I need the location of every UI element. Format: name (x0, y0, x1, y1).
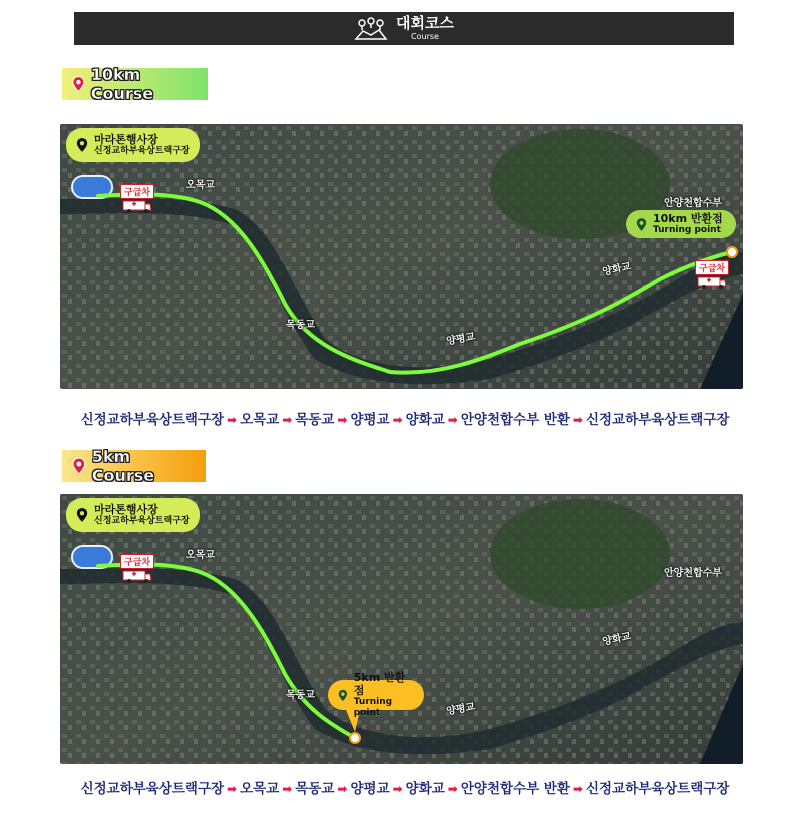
place-mokdong: 목동교 (286, 320, 315, 331)
start-title: 마라톤행사장 (94, 503, 158, 516)
turn-title: 10km 반환점 (653, 212, 723, 225)
ambulance-start (120, 554, 154, 583)
ambulance-turn (695, 260, 729, 289)
location-pin-icon (72, 75, 85, 93)
arrow-right-icon: ➡ (337, 782, 348, 796)
route-stop: 양평교 (350, 781, 390, 797)
location-pin-icon (338, 688, 348, 703)
ambulance-icon (697, 275, 727, 289)
route-text-5km (60, 777, 750, 797)
place-yangpyeong: 양평교 (445, 701, 477, 718)
start-callout-10km (66, 128, 200, 162)
place-yangpyeong: 양평교 (445, 331, 477, 348)
route-stop: 신정교하부육상트랙구장 (585, 412, 730, 428)
arrow-right-icon: ➡ (447, 413, 458, 427)
start-subtitle: 신정교하부육상트랙구장 (94, 146, 190, 157)
park-hill (490, 499, 670, 609)
turn-callout-10km (626, 210, 736, 238)
location-pin-icon (76, 137, 88, 153)
route-stop: 목동교 (295, 412, 335, 428)
turn-callout-5km (328, 671, 424, 719)
place-anyang: 안양천합수부 (664, 568, 722, 579)
route-stop: 오목교 (240, 781, 280, 797)
route-stop: 양화교 (405, 781, 445, 797)
arrow-right-icon: ➡ (447, 782, 458, 796)
start-callout-5km (66, 498, 200, 532)
course-10km-title: 10km Course (90, 65, 154, 103)
course-5km-badge (62, 447, 206, 485)
arrow-right-icon: ➡ (572, 782, 583, 796)
ambulance-icon (122, 199, 152, 213)
route-stop: 신정교하부육상트랙구장 (585, 781, 730, 797)
place-omok: 오목교 (186, 180, 215, 191)
location-pin-icon (76, 507, 88, 523)
place-anyang: 안양천합수부 (664, 198, 722, 209)
section-header (74, 12, 734, 45)
ambulance-label: 구급차 (120, 554, 154, 569)
route-stop: 양화교 (405, 412, 445, 428)
start-title: 마라톤행사장 (94, 133, 158, 146)
place-yanghwa: 양화교 (601, 261, 633, 278)
turn-title: 5km 반환점 (353, 671, 406, 698)
route-stop: 양평교 (350, 412, 390, 428)
arrow-right-icon: ➡ (227, 782, 238, 796)
turning-point-marker[interactable] (350, 733, 360, 743)
header-subtitle: Course (411, 32, 439, 41)
ambulance-icon (122, 569, 152, 583)
route-stop: 신정교하부육상트랙구장 (80, 781, 225, 797)
start-subtitle: 신정교하부육상트랙구장 (94, 516, 190, 527)
route-stop: 신정교하부육상트랙구장 (80, 412, 225, 428)
arrow-right-icon: ➡ (282, 782, 293, 796)
arrow-right-icon: ➡ (227, 413, 238, 427)
route-text-10km (60, 408, 750, 428)
arrow-right-icon: ➡ (572, 413, 583, 427)
route-stop: 목동교 (295, 781, 335, 797)
location-pin-icon (636, 217, 647, 232)
map-pins-icon (354, 17, 388, 41)
place-mokdong: 목동교 (286, 690, 315, 701)
place-omok: 오목교 (186, 550, 215, 561)
route-stop: 안양천합수부 반환 (460, 412, 570, 428)
header-title: 대회코스 (396, 14, 454, 32)
turn-subtitle: Turning point (353, 697, 393, 719)
course-5km-map[interactable] (60, 494, 743, 764)
course-10km-map[interactable] (60, 124, 743, 389)
location-pin-icon (72, 457, 86, 475)
route-stop: 오목교 (240, 412, 280, 428)
ambulance-start (120, 184, 154, 213)
arrow-right-icon: ➡ (282, 413, 293, 427)
ambulance-label: 구급차 (120, 184, 154, 199)
arrow-right-icon: ➡ (392, 782, 403, 796)
turning-point-marker[interactable] (727, 247, 737, 257)
arrow-right-icon: ➡ (337, 413, 348, 427)
course-5km-title: 5km Course (91, 447, 155, 485)
arrow-right-icon: ➡ (392, 413, 403, 427)
route-stop: 안양천합수부 반환 (460, 781, 570, 797)
place-yanghwa: 양화교 (601, 631, 633, 648)
ambulance-label: 구급차 (695, 260, 729, 275)
course-10km-badge (62, 65, 208, 103)
turn-subtitle: Turning point (653, 225, 721, 236)
